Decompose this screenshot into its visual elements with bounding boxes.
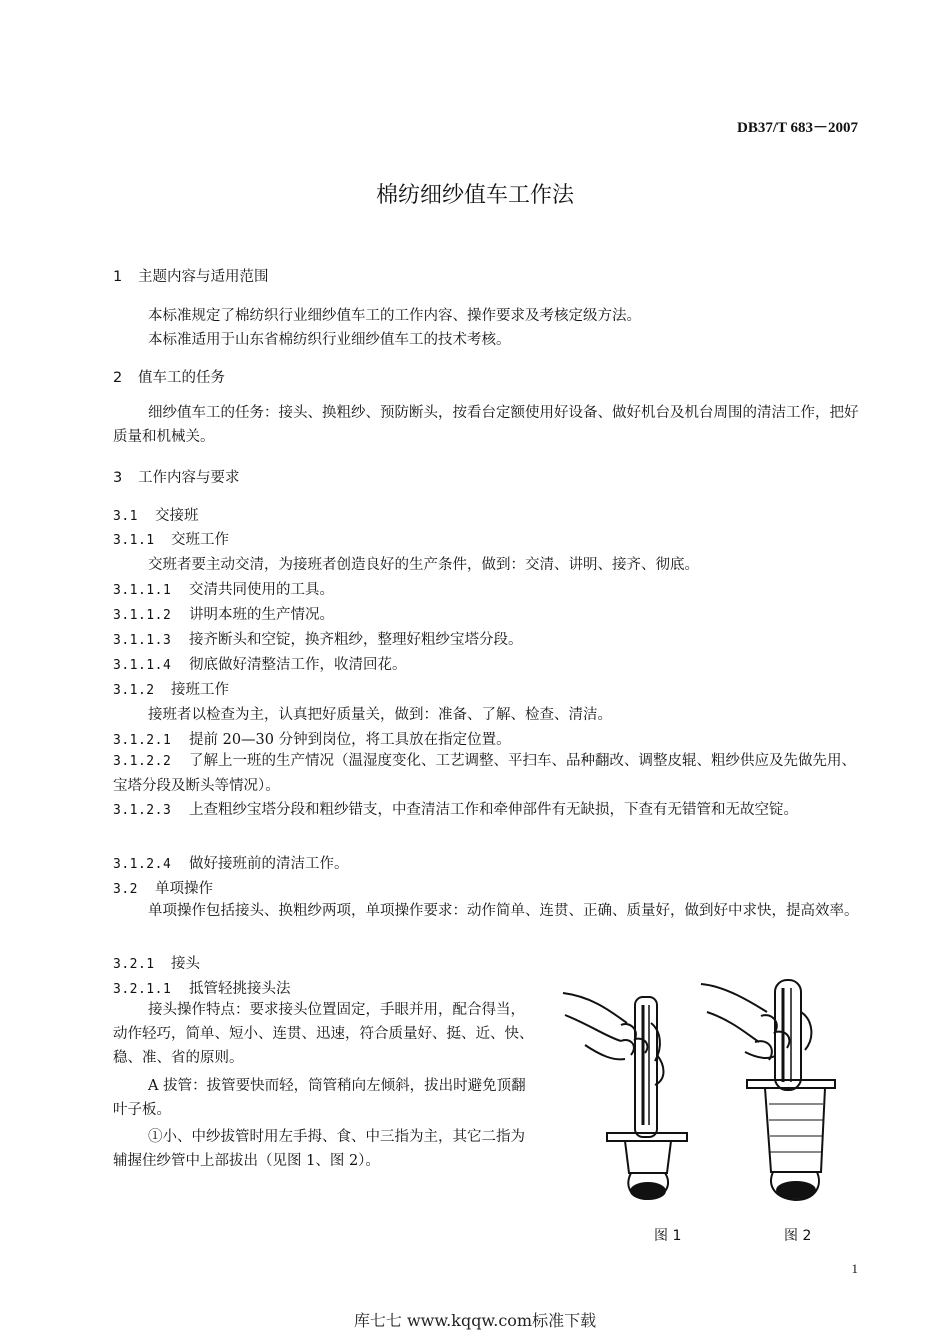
section-3-1-2-4: 3.1.2.4 做好接班前的清洁工作。 xyxy=(113,856,349,872)
section-2-heading: 2 值车工的任务 xyxy=(113,370,225,386)
section-3-1-2: 3.1.2 接班工作 xyxy=(113,682,229,698)
standard-number: DB37/T 683－2007 xyxy=(737,120,858,136)
section-3-1-2-3: 3.1.2.3 上查粗纱宝塔分段和粗纱错支，中查清洁工作和牵伸部件有无缺损，下查有无错管和无故空锭。 xyxy=(113,802,798,818)
section-3-1-1-text: 交班者要主动交清，为接班者创造良好的生产条件，做到：交清、讲明、接齐、彻底。 xyxy=(148,557,699,573)
section-3-1: 3.1 交接班 xyxy=(113,508,199,524)
section-3-1-1-3: 3.1.1.3 接齐断头和空锭，换齐粗纱，整理好粗纱宝塔分段。 xyxy=(113,632,523,648)
figure-1-illustration xyxy=(555,975,705,1210)
section-1-para-1: 本标准规定了棉纺织行业细纱值车工的工作内容、操作要求及考核定级方法。 xyxy=(148,308,641,324)
page-number: 1 xyxy=(851,1261,858,1276)
section-2-para-1: 细纱值车工的任务：接头、换粗纱、预防断头，按看台定额使用好设备、做好机台及机台周围的清洁工作，把好质量和机械关。 xyxy=(113,405,859,445)
section-3-2: 3.2 单项操作 xyxy=(113,881,213,897)
section-3-1-1: 3.1.1 交班工作 xyxy=(113,532,229,548)
footer-watermark: 库七七 www.kqqw.com标准下载 xyxy=(353,1311,597,1330)
section-3-1-2-1: 3.1.2.1 提前 20—30 分钟到岗位，将工具放在指定位置。 xyxy=(113,732,511,748)
figure-2-illustration xyxy=(695,972,855,1212)
section-3-heading: 3 工作内容与要求 xyxy=(113,470,240,486)
section-3-1-2-text: 接班者以检查为主，认真把好质量关，做到：准备、了解、检查、清洁。 xyxy=(148,707,612,723)
section-3-2-1-1-para-3: ①小、中纱拔管时用左手拇、食、中三指为主，其它二指为辅握住纱管中上部拔出（见图 1、图 2）。 xyxy=(113,1129,525,1169)
section-3-2-text: 单项操作包括接头、换粗纱两项，单项操作要求：动作简单、连贯、正确、质量好，做到好中求快，提高效率。 xyxy=(148,903,859,919)
section-3-1-1-2: 3.1.1.2 讲明本班的生产情况。 xyxy=(113,607,334,623)
section-3-2-1-1: 3.2.1.1 抵管轻挑接头法 xyxy=(113,981,291,997)
section-3-1-2-2: 3.1.2.2 了解上一班的生产情况（温湿度变化、工艺调整、平扫车、品种翻改、调整皮辊、粗纱供应及先做先用、宝塔分段及断头等情况）。 xyxy=(113,753,856,794)
figure-1-caption: 图 1 xyxy=(654,1228,682,1244)
section-3-1-1-1: 3.1.1.1 交清共同使用的工具。 xyxy=(113,582,334,598)
section-3-1-1-4: 3.1.1.4 彻底做好清整洁工作，收清回花。 xyxy=(113,657,407,673)
figure-2-caption: 图 2 xyxy=(784,1228,812,1244)
section-3-2-1: 3.2.1 接头 xyxy=(113,956,200,972)
section-3-2-1-1-para-1: 接头操作特点：要求接头位置固定，手眼并用，配合得当，动作轻巧，简单、短小、连贯、迅速，符合质量好、挺、近、快、稳、准、省的原则。 xyxy=(113,1002,534,1066)
section-1-para-2: 本标准适用于山东省棉纺织行业细纱值车工的技术考核。 xyxy=(148,332,511,348)
document-title: 棉纺细纱值车工作法 xyxy=(375,183,574,208)
section-1-heading: 1 主题内容与适用范围 xyxy=(113,269,269,285)
section-3-2-1-1-para-2: A 拔管：拔管要快而轻，筒管稍向左倾斜，拔出时避免顶翻叶子板。 xyxy=(113,1078,526,1118)
